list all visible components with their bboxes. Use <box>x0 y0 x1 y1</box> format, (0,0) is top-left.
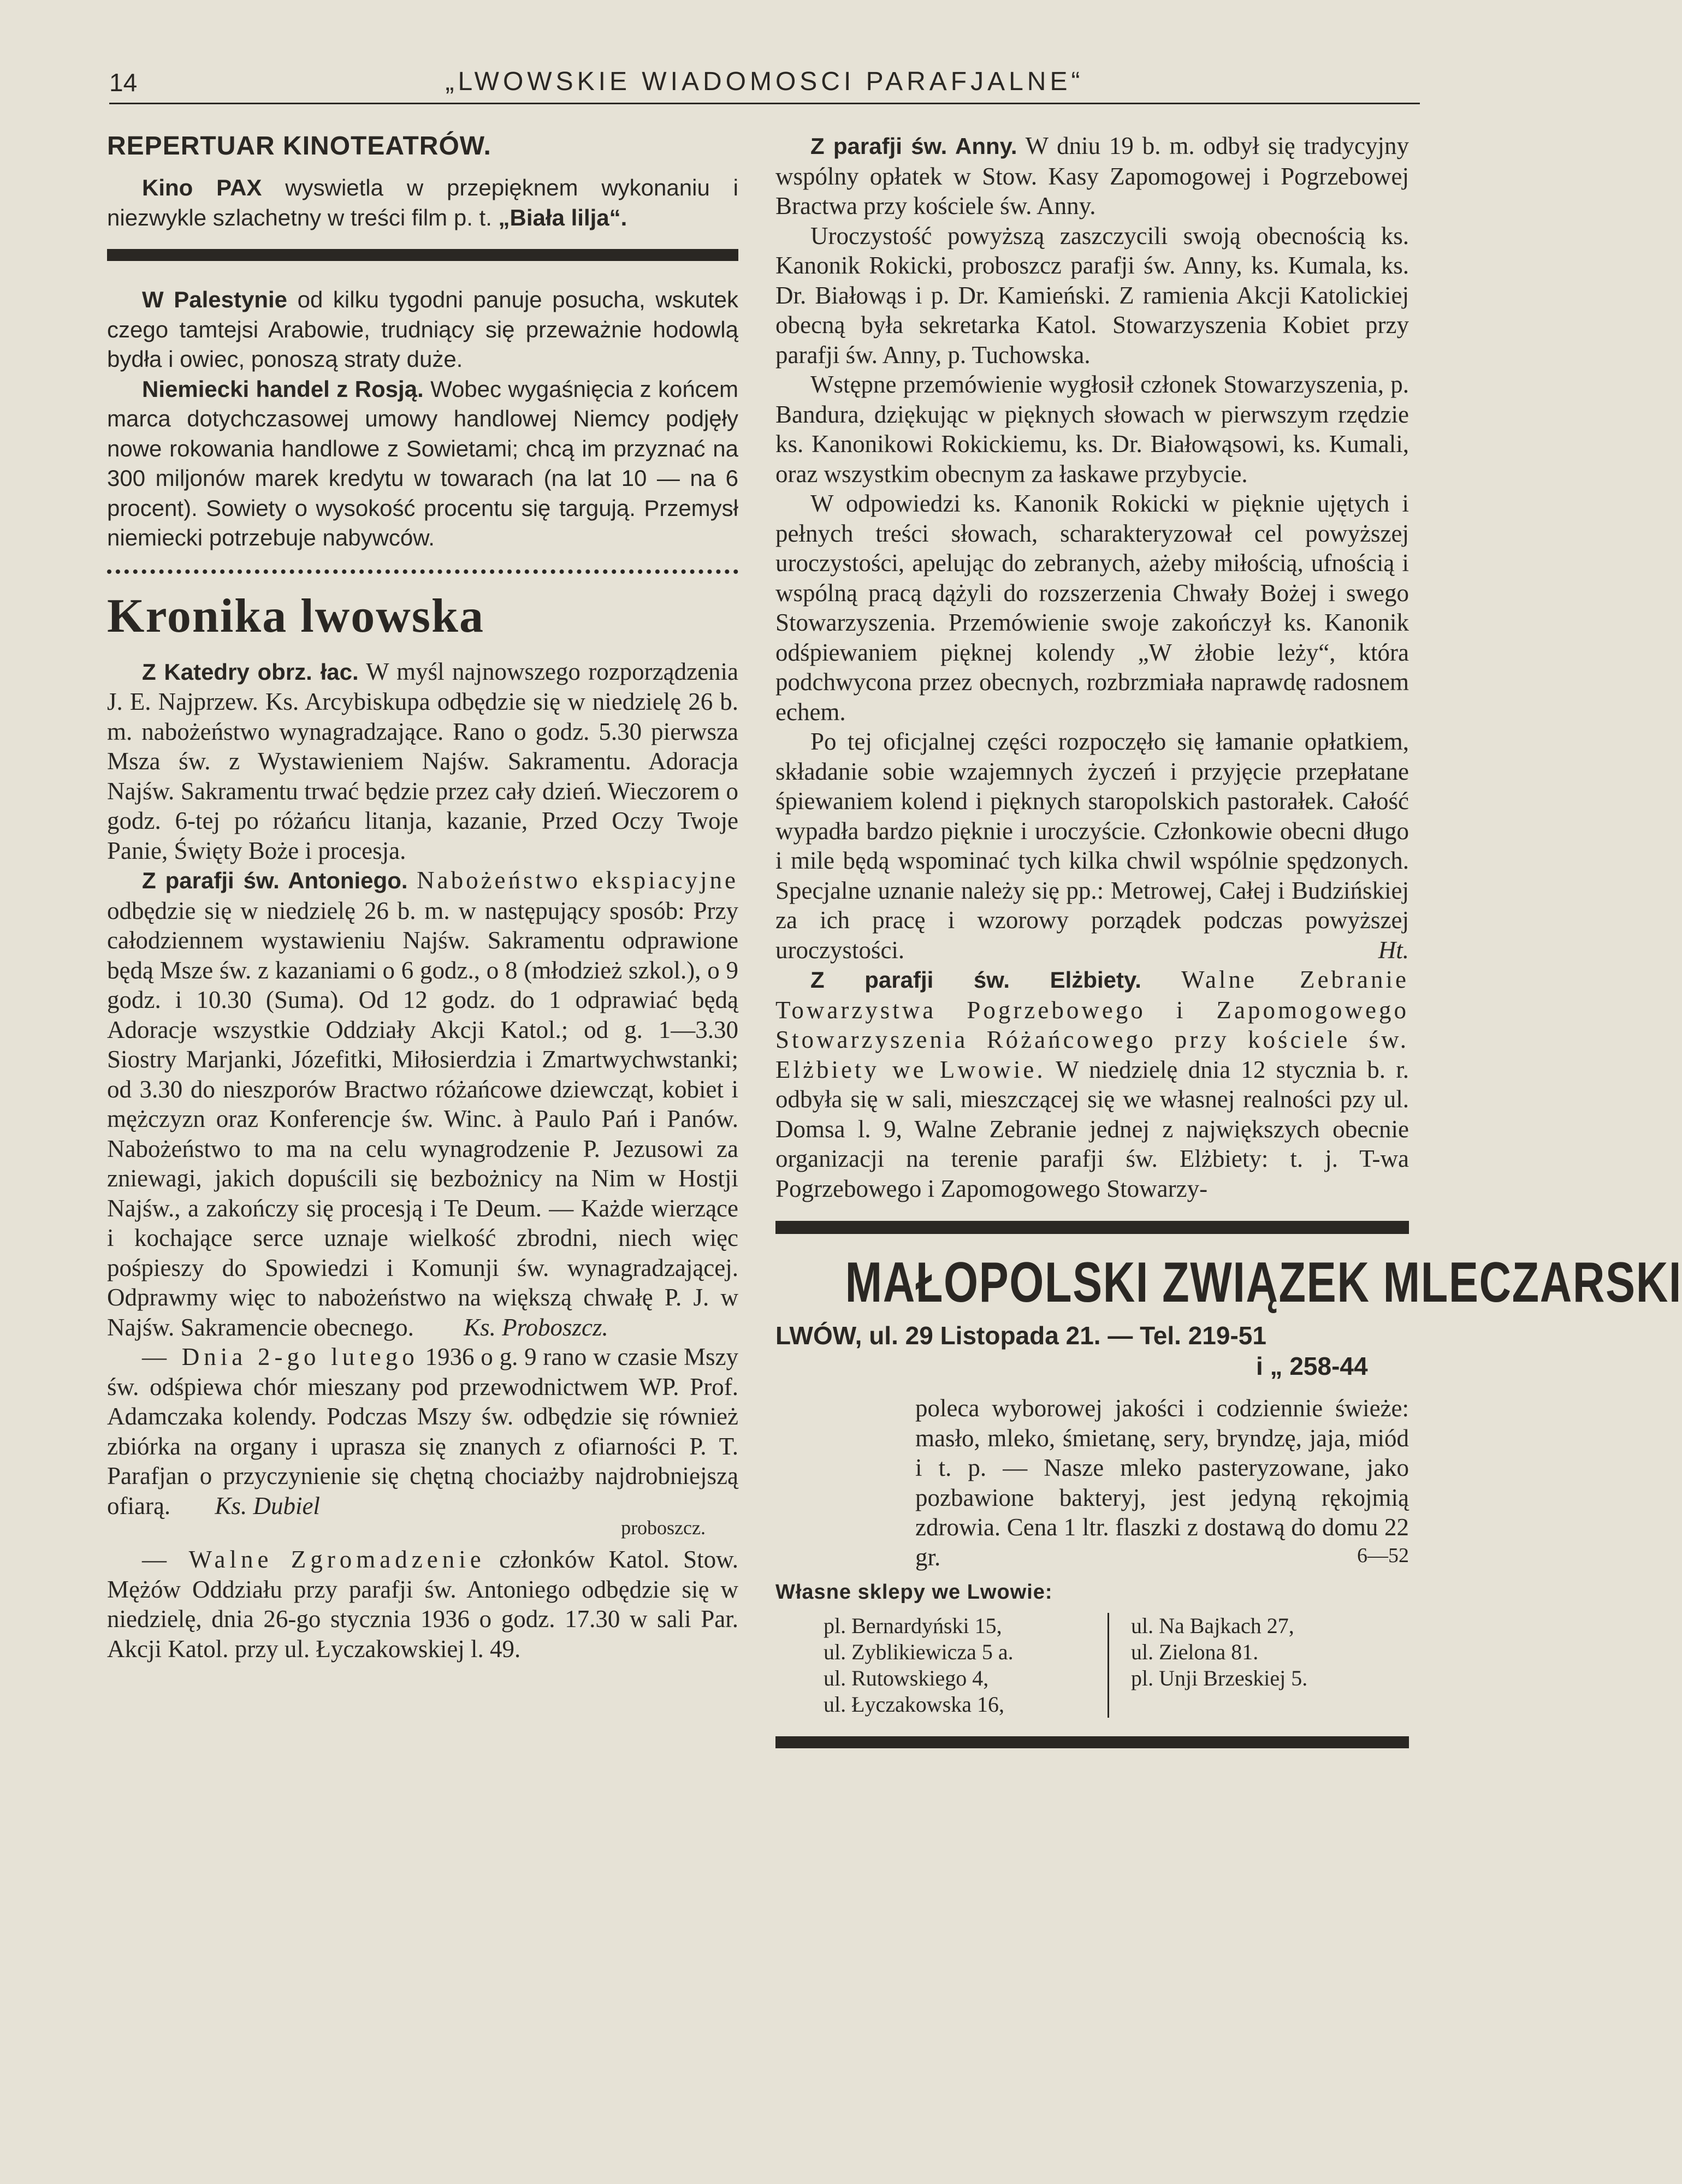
elzbieta-text: W niedzielę dnia 12 stycznia b. r. odbyła się w sali, mieszczącej się we własnej realności pzy ul. Domsa l. 9, Walne Zebranie jednej z największych obecnie organizacji na terenie parafji św. Elżbiety: t. j. T-wa Pogrzebowego i Zapomogowego Stowarzy- <box>775 1055 1409 1202</box>
ad-shops <box>775 1613 1409 1718</box>
film-title: „Biała lilja“. <box>498 204 627 230</box>
anna-signature: Ht. <box>1378 936 1409 964</box>
right-column <box>775 131 1682 1748</box>
elzbieta-lead: Z parafji św. Elżbiety. <box>810 967 1141 993</box>
antoni-spaced-3: — Walne Zgromadzenie <box>142 1546 485 1573</box>
antoni-text-2: 1936 o g. 9 rano w czasie Mszy św. odśpiewa chór mieszany pod przewodnictwem WP. Prof. Adamczaka kolendy. Podczas Mszy św. odbędzie się również zbiórka na organy i uprasza się znanych z ofiarności P. T. Parafjan o przyczynienie się chętną chociażby najdrobniejszą ofiarą. <box>107 1343 739 1520</box>
anna-article <box>775 131 1409 221</box>
handel-lead: Niemiecki handel z Rosją. <box>142 376 424 402</box>
ad-bottom-rule <box>775 1736 1409 1748</box>
page-number: 14 <box>109 68 138 97</box>
elzbieta-spaced: Walne Zebranie Towarzystwa Pogrzebowego i Zapomogowego Stowarzyszenia Różańcowego przy kościele św. Elżbiety we Lwowie. <box>775 966 1409 1083</box>
elzbieta-article <box>775 965 1409 1203</box>
antoni-signature-role: proboszcz. <box>621 1517 706 1539</box>
ad-code: 6—52 <box>1357 1544 1409 1567</box>
katedra-text: W myśl najnowszego rozporządzenia J. E. Najprzew. Ks. Arcybiskupa odbędzie się w niedzielę 26 b. m. nabożeństwo wynagradzające. Rano o godz. 5.30 pierwsza Msza św. z Wystawieniem Najśw. Sakramentu. Adoracja Najśw. Sakramentu trwać będzie przez cały dzień. Wieczorem o godz. 6-tej po różańcu litanja, kazanie, Przed Oczy Twoje Panie, Święty Boże i procesja. <box>107 657 739 864</box>
shop-item: ul. Zyblikiewicza 5 a. <box>824 1640 1014 1664</box>
repertuar-heading: REPERTUAR KINOTEATRÓW. <box>107 132 491 161</box>
repertuar-article <box>107 173 738 233</box>
antoni-spaced: Nabożeństwo ekspiacyjne <box>417 867 739 894</box>
antoni-lutego <box>107 1342 738 1521</box>
anna-lead: Z parafji św. Anny. <box>810 133 1017 159</box>
anna-p5: Po tej oficjalnej części rozpoczęło się łamanie opłatkiem, składanie sobie wzajemnych życzeń i przyjęcie przepłatane śpiewaniem kolend i pięknych staropolskich pastorałek. Całość wypadła bardzo pięknie i uroczyście. Członkowie obecni długo i mile będą wspominać tych kilka chwil wspólnie spędzonych. Specjalne uznanie należy się pp.: Metrowej, Całej i Budzińskiej za ich pracę i wzorowy porządek podczas powyższej uroczystości. <box>775 728 1409 964</box>
left-column <box>107 131 738 1664</box>
shops-list-1 <box>824 1613 1109 1718</box>
anna-p1: W dniu 19 b. m. odbył się tradycyjny wspólny opłatek w Stow. Kasy Zapomogowej i Pogrzebowej Bractwa przy kościele św. Anny. <box>775 132 1409 219</box>
shops-list-2 <box>1131 1613 1307 1718</box>
antoni-walne <box>107 1545 738 1664</box>
ad-brand: MAŁOPOLSKI ZWIĄZEK MLECZARSKI <box>845 1251 1682 1314</box>
kino-name: Kino PAX <box>142 175 262 200</box>
shop-item: ul. Zielona 81. <box>1131 1640 1259 1664</box>
section-rule <box>107 249 738 261</box>
anna-p4: W odpowiedzi ks. Kanonik Rokicki w pięknie ujętych i pełnych treści słowach, scharakteryzował cel powyższej uroczystości, apelując do zebranych, ażeby miłością, ufnością i wspólną pracą dążyli do rozszerzenia Chwały Bożej i swego Stowarzyszenia. Przemówienie swoje zakończył ks. Kanonik odśpiewaniem pięknej kolendy „W żłobie leży“, która podchwycona przez obecnych, rozbrzmiała naprawdę radosnem echem. <box>775 490 1409 726</box>
header-rule <box>109 103 1420 104</box>
ad-top-rule <box>775 1221 1409 1234</box>
palestyna-article <box>107 285 738 375</box>
shop-item: ul. Rutowskiego 4, <box>824 1666 989 1690</box>
antoni-signature-1: Ks. Proboszcz. <box>464 1313 608 1341</box>
section-rule-dotted <box>107 569 738 577</box>
shop-item: pl. Bernardyński 15, <box>824 1613 1002 1638</box>
anna-p2: Uroczystość powyższą zaszczycili swoją obecnością ks. Kanonik Rokicki, proboszcz parafji św. Anny, ks. Kumala, ks. Dr. Białowąs i p. Dr. Kamieński. Z ramienia Akcji Katolickiej obecną była sekretarka Katol. Stowarzyszenia Kobiet przy parafji św. Anny, p. Tuchowska. <box>775 222 1409 369</box>
repertuar-text: wyswietla w przepięknem wykonaniu i niezwykle szlachetny w treści film p. t. <box>107 175 738 230</box>
antoni-article <box>107 865 738 1342</box>
katedra-article <box>107 657 738 866</box>
shop-item: pl. Unji Brzeskiej 5. <box>1131 1666 1308 1690</box>
handel-article <box>107 375 738 553</box>
ad-address-2: i „ 258-44 <box>1256 1352 1368 1380</box>
palestyna-lead: W Palestynie <box>142 287 288 312</box>
handel-text: Wobec wygaśnięcia z końcem marca dotychczasowej umowy handlowej Niemcy podjęły nowe rokowania handlowe z Sowietami; chcą im przyznać na 300 miljonów marek kredytu w towarach (na lat 10 — na 6 procent). Sowiety o wysokość procentu się targują. Przemysł niemiecki potrzebuje nabywców. <box>107 376 739 550</box>
shop-item: ul. Na Bajkach 27, <box>1131 1613 1294 1638</box>
masthead-title: „LWOWSKIE WIADOMOSCI PARAFJALNE“ <box>445 67 1084 96</box>
antoni-text-1: odbędzie się w niedzielę 26 b. m. w następujący sposób: Przy całodziennem wystawieniu Najśw. Sakramentu odprawione będą Msze św. z kazaniami o 6 godz., o 8 (młodzież szkol.), o 9 godz. i 10.30 (Suma). Od 12 godz. do 1 odprawiać będą Adoracje wszystkie Oddziały Akcji Katol.; od g. 1—3.30 Siostry Marjanki, Józefitki, Miłosierdzia i Zmartwychwstanki; od 3.30 do nieszporów Bractwo różańcowe dziewcząt, kobiet i mężczyzn oraz Konferencje św. Winc. à Paulo Pań i Panów. Nabożeństwo to ma na celu wynagrodzenie P. Jezusowi za zniewagi, jakich dopuścili się bezbożnicy na Nim w Hostji Najśw., a zakończy się procesją i Te Deum. — Każde wierzące i kochające serce uznaje wielkość zbrodni, niech więc pośpieszy do Spowiedzi i Komunji św. wynagradzającej. Odprawmy więc to nabożeństwo na większą chwałę P. J. w Najśw. Sakramencie obecnego. <box>107 897 738 1341</box>
ad-address: LWÓW, ul. 29 Listopada 21. — Tel. 219-51 <box>775 1321 1266 1350</box>
antoni-signature-2: Ks. Dubiel <box>215 1492 320 1520</box>
antoni-text-3: członków Katol. Stow. Mężów Oddziału przy parafji św. Antoniego odbędzie się w niedzielę, dnia 26-go stycznia 1936 o godz. 17.30 w sali Par. Akcji Katol. przy ul. Łyczakowskiej l. 49. <box>107 1546 738 1663</box>
kronika-title: Kronika lwowska <box>107 589 484 643</box>
advertisement <box>775 1221 1682 1748</box>
page-header <box>109 61 1420 105</box>
katedra-lead: Z Katedry obrz. łac. <box>142 658 359 685</box>
shop-item: ul. Łyczakowska 16, <box>824 1692 1005 1717</box>
palestyna-text: od kilku tygodni panuje posucha, wskutek czego tamtejsi Arabowie, trudniący się przeważnie hodowlą bydła i owiec, ponoszą straty duże. <box>107 287 738 372</box>
anna-p3: Wstępne przemówienie wygłosił członek Stowarzyszenia, p. Bandura, dziękując w pięknych słowach w pierwszym rzędzie ks. Kanonikowi Rokickiemu, ks. Dr. Białowąsowi, ks. Kumali, oraz wszystkim obecnym za łaskawe przybycie. <box>775 371 1409 488</box>
antoni-spaced-2: — Dnia 2-go lutego <box>142 1343 419 1370</box>
ad-shops-title: Własne sklepy we Lwowie: <box>775 1581 1053 1604</box>
anna-p5-block <box>775 727 1409 965</box>
antoni-lead: Z parafji św. Antoniego. <box>142 868 408 893</box>
ad-offer: poleca wyborowej jakości i codziennie świeże: masło, mleko, śmietanę, sery, bryndzę, jaja, miód i t. p. — Nasze mleko pasteryzowane, jako pozbawione bakteryj, jest jedyną rękojmią zdrowia. Cena 1 ltr. flaszki z dostawą do domu 22 gr. <box>915 1394 1409 1571</box>
